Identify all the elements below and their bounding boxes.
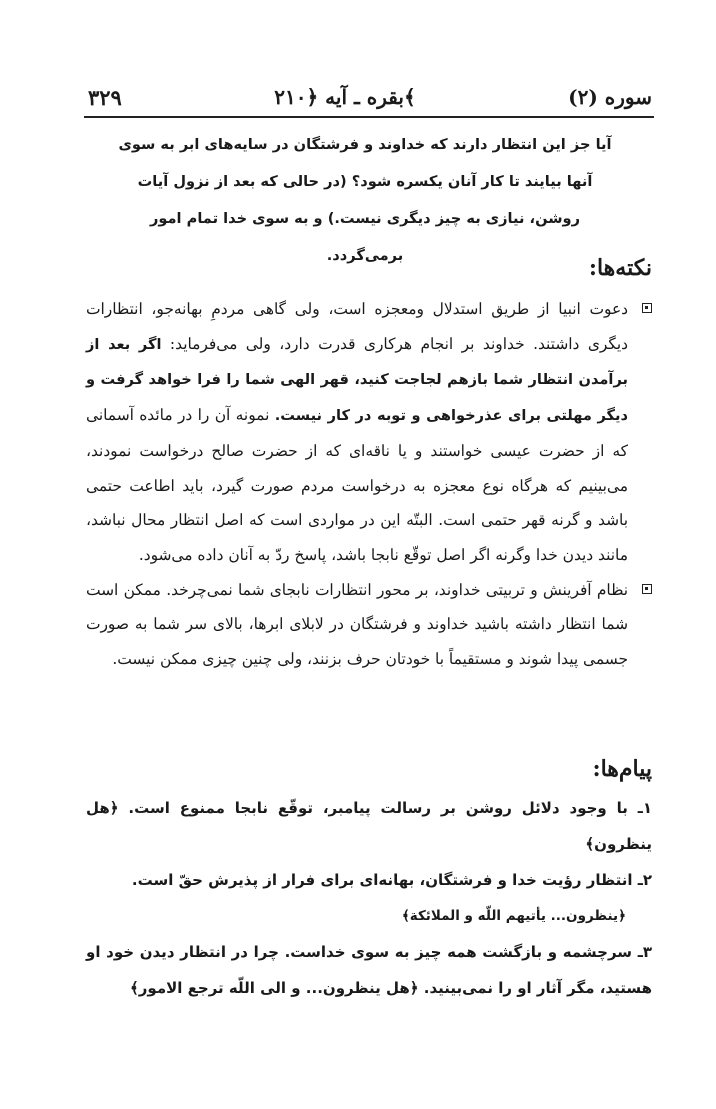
notes-title: نکته‌ها: [588, 255, 652, 281]
note-text-continued: نمونه آن را در مائده آسمانی كه از حضرت عیسی خواستند و یا ناقه‌ای كه از حضرت صالح درخواست نمودند، می‌بینیم كه هرگاه نوع معجزه به درخواست مردم صورت گیرد، باید اطاعت حتمی باشد و گرنه قهر حتمی است. البتّه این در مواردی است كه اصل انتظار محال نباشد، مانند دیدن خدا وگرنه اگر اصل توقّع نابجا باشد، پاسخ ردّ به آنان داده می‌شود. [86, 406, 628, 564]
verse-reference: بقره ـ آیه ﴿۲۱۰﴾ [274, 85, 416, 109]
message-item [86, 934, 652, 1006]
message-quote: ﴿ینظرون... یأتیهم اللّه و الملائكة﴾ [401, 908, 626, 924]
message-item [86, 790, 652, 862]
message-text: ۲ـ انتظار رؤیت خدا و فرشتگان، بهانه‌ای برای فرار از پذیرش حقّ است. [131, 871, 652, 889]
note-item [86, 292, 652, 573]
note-emphasis: اگر بعد از برآمدن انتظار شما بازهم لجاجت كنید، قهر الهی شما را فرا خواهد گرفت و دیگر مهلتی برای عذرخواهی و توبه در كار نیست. [86, 335, 628, 425]
page-number: ۳۲۹ [88, 84, 122, 110]
message-text: ۳ـ سرچشمه و بازگشت همه چیز به سوی خداست. چرا در انتظار دیدن خود او هستید، مگر آثار او را نمی‌بینید. ﴿هل ینظرون... و الی اللّه ترجع الامور﴾ [86, 943, 652, 997]
surah-label: سوره (۲) [568, 85, 652, 109]
note-item [86, 573, 652, 677]
notes-list [86, 292, 652, 677]
note-text: نظام آفرینش و تربیتی خداوند، بر محور انتظارات نابجای شما نمی‌چرخد. ممكن است شما انتظار داشته باشید خداوند و فرشتگان در لابلای ابرها، بالای سر شما به صورت جسمی پیدا شوند و مستقیماً با خودتان حرف بزنند، ولی چنین چیزی ممكن نیست. [86, 580, 628, 669]
square-bullet-icon [642, 303, 652, 313]
note-text: دعوت انبیا از طریق استدلال ومعجزه است، ولی گاهی مردمِ بهانه‌جو، انتظارات دیگری داشتند. خداوند بر انجام هركاری قدرت دارد، ولی می‌فرماید: [86, 300, 629, 353]
verse-translation: آیا جز این انتظار دارند كه خداوند و فرشتگان در سایه‌های ابر به سوی آنها بیایند تا كار آنان یكسره شود؟ (در حالی كه بعد از نزول آیات روشن، نیازی به چیز دیگری نیست.) و به سوی خدا تمام امور برمی‌گردد. [118, 136, 612, 264]
page-header [88, 80, 652, 114]
messages-list [86, 790, 652, 1006]
message-item [86, 862, 652, 934]
header-divider [84, 116, 654, 118]
message-text: ۱ـ با وجود دلائل روشن بر رسالت پیامبر، توقّع نابجا ممنوع است. ﴿هل ینظرون﴾ [86, 799, 652, 853]
messages-title: پیام‌ها: [592, 756, 652, 782]
square-bullet-icon [642, 584, 652, 594]
